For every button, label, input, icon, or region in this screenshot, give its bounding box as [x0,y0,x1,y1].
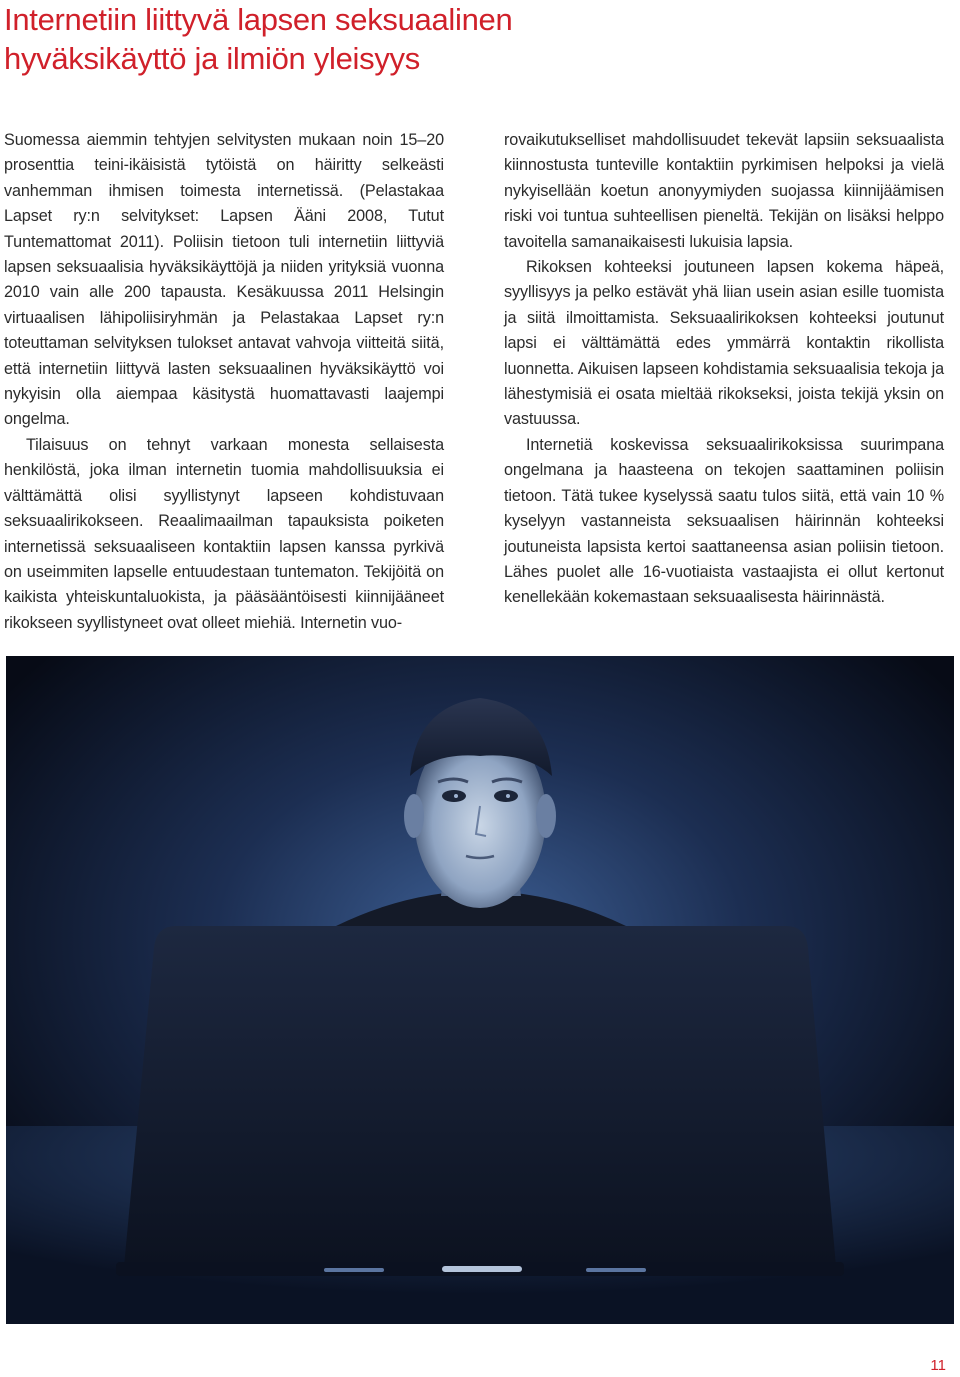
paragraph: Suomessa aiemmin tehtyjen selvitysten mukaan noin 15–20 prosenttia teini-ikäisistä tytöistä on häiritty selkeästi vanhemman ihmisen toimesta internetissä. (Pelastakaa Lapset ry:n selvitykset: Lapsen Ääni 2008, Tutut Tuntemattomat 2011). Poliisin tietoon tuli internetiin liittyviä lapsen seksuaalisia hyväksikäyttöjä ja niiden yrityksiä vuonna 2010 vain alle 200 tapausta. Kesäkuussa 2011 Helsingin virtuaalisen lähipoliisiryhmän ja Pelastakaa Lapset ry:n toteuttaman selvityksen tulokset antavat vahvoja viitteitä siitä, että internetiin liittyvä lasten seksuaalinen hyväksikäyttö voi nykyisin olla aiempaa käsitystä huomattavasti laajempi ongelma. [4,131,444,429]
page-title-line-1: Internetiin liittyvä lapsen seksuaalinen [4,2,513,37]
paragraph: rovaikutukselliset mahdollisuudet tekevät lapsiin seksuaalista kiinnostusta tunteville kontaktiin pyrkimisen helpoksi ja vielä nykyisellään koetun anonyymiyden suojassa kiinnijäämisen riski voi tuntua suhteellisen pieneltä. Tekijän on lisäksi helppo tavoitella samanaikaisesti lukuisia lapsia. [504,131,944,251]
page-number: 11 [930,1357,946,1374]
page-title-line-2: hyväksikäyttö ja ilmiön yleisyys [4,41,420,76]
page-title [4,0,704,78]
photo-boy-at-laptop [6,656,954,1324]
paragraph: Rikoksen kohteeksi joutuneen lapsen kokema häpeä, syyllisyys ja pelko estävät yhä liian usein asian esille tuomista ja siitä ilmoittamista. Seksuaalirikoksen kohteeksi joutunut lapsi ei välttämättä edes ymmärrä kontaktin rikollista luonnetta. Aikuisen lapseen kohdistamia seksuaalisia tekoja ja lähestymisiä ei osata mieltää rikokseksi, joista tekijä yksin on vastuussa. [504,258,944,429]
left-text-column [4,128,444,636]
paragraph: Tilaisuus on tehnyt varkaan monesta sellaisesta henkilöstä, joka ilman internetin tuomia mahdollisuuksia ei välttämättä olisi syyllistynyt lapseen kohdistuvaan seksuaalirikokseen. Reaalimaailman tapauksista poiketen internetissä seksuaaliseen kontaktiin lapsen kanssa pyrkivä on useimmiten lapselle entuudestaan tuntematon. Tekijöitä on kaikista yhteiskuntaluokista, ja pääsääntöisesti kiinnijääneet rikokseen syyllistyneet ovat olleet miehiä. Internetin vuo- [4,435,444,632]
right-text-column [504,128,944,611]
paragraph: Internetiä koskevissa seksuaalirikoksissa suurimpana ongelmana ja haasteena on tekojen saattaminen poliisin tietoon. Tätä tukee kyselyssä saatu tulos siitä, että vain 10 % kyselyyn vastanneista seksuaalisen häirinnän kohteeksi joutuneista lapsista kertoi saattaneensa asian poliisin tietoon. Lähes puolet alle 16-vuotiaista vastaajista ei ollut kertonut kenellekään kokemastaan seksuaalisesta häirinnästä. [504,435,944,607]
photo-illustration [6,656,954,1324]
